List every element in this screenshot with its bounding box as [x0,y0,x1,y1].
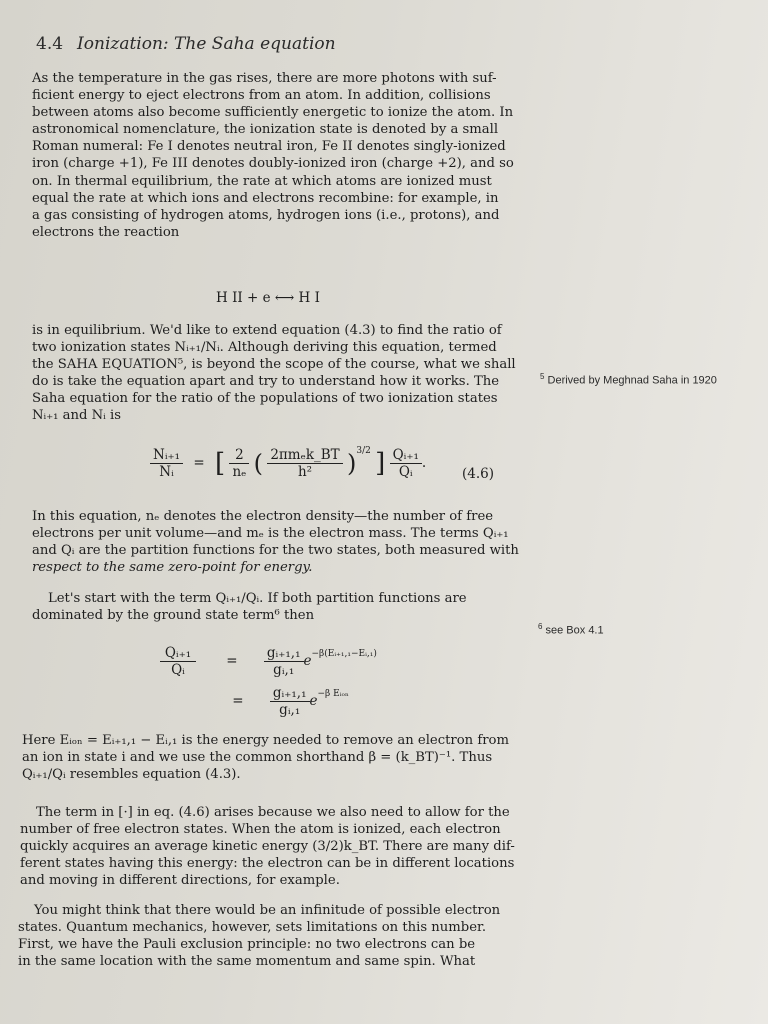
text-line: Qᵢ₊₁/Qᵢ resembles equation (4.3). [22,767,241,783]
partition-ratio-equation [160,645,377,723]
exponent: 3/2 [356,446,371,456]
equation-number: (4.6) [462,466,495,482]
paren: ( [253,449,264,478]
text-line: Nᵢ₊₁ and Nᵢ is [32,408,121,424]
text-line: Here Eᵢₒₙ = Eᵢ₊₁,₁ − Eᵢ,₁ is the energy needed to remove an electron from [22,733,509,748]
note-text: see Box 4.1 [545,624,604,637]
saha-equation [150,446,426,480]
text-line: First, we have the Pauli exclusion principle: no two electrons can be [18,937,476,953]
text-line: an ion in state i and we use the common shorthand β = (k_BT)⁻¹. Thus [22,750,493,766]
text-line: Saha equation for the ratio of the populations of two ionization states [32,391,498,407]
reaction-equation: H II + e ⟷ H I [216,290,320,306]
equals-sign: = [232,693,244,709]
text-line: do is take the equation apart and try to understand how it works. The [32,374,500,390]
note-text: Derived by Meghnad Saha in 1920 [547,374,717,387]
text-line: between atoms also become sufficiently energetic to ionize the atom. In [32,105,514,121]
paragraph-intro [32,70,514,241]
eq-lhs: $\frac{\text{Qᵢ₊₁}}{\text{Qᵢ}}$ [160,645,196,678]
exp-base: e [309,693,318,709]
text-line: number of free electron states. When the atom is ionized, each electron [20,822,501,838]
text-line: quickly acquires an average kinetic energy (3/2)k_BT. There are many dif- [20,839,515,855]
paragraph-ionization-energy [22,732,509,783]
text-line: the SAHA EQUATION⁵, is beyond the scope of the course, what we shall [32,357,516,373]
text-line: Roman numeral: Fe I denotes neutral iron, Fe II denotes singly-ionized [32,139,506,155]
text-line: ficient energy to eject electrons from an atom. In addition, collisions [32,88,491,104]
text-line: a gas consisting of hydrogen atoms, hydrogen ions (i.e., protons), and [32,207,500,223]
text-line: is in equilibrium. We'd like to extend equation (4.3) to find the ratio of [32,323,502,338]
text-line: in the same location with the same momentum and same spin. What [18,954,476,970]
exponent: −β(Eᵢ₊₁,₁−Eᵢ,₁) [311,649,377,659]
paragraph-quantum-limits [18,902,500,970]
bracket: ] [375,448,386,479]
period: . [421,455,427,471]
margin-note-6 [538,622,604,637]
exp-base: e [303,653,312,669]
eq-lhs: $\frac{\text{Nᵢ₊₁}}{\text{Nᵢ}}$ [150,447,183,480]
text-line: In this equation, nₑ denotes the electron density—the number of free [32,509,494,524]
section-title: Ionization: The Saha equation [77,34,336,54]
text-line: Let's start with the term Qᵢ₊₁/Qᵢ. If both partition functions are [48,591,467,606]
paragraph-free-electrons [20,804,515,889]
paragraph-definitions [32,508,519,576]
degeneracy-ratio: $\frac{\text{gᵢ₊₁,₁}}{\text{gᵢ,₁}}$ [270,685,310,718]
text-line: You might think that there would be an infinitude of possible electron [34,903,501,918]
text-line: and moving in different directions, for example. [20,873,340,889]
text-line: equal the rate at which ions and electrons recombine: for example, in [32,190,499,206]
thermal-term: $\frac{\text{2πmₑk\_BT}}{\text{h²}}$ [267,447,342,480]
bracket: [ [214,448,226,479]
paren: ) [346,449,357,478]
section-number: 4.4 [36,34,64,54]
partition-ratio: $\frac{\text{Qᵢ₊₁}}{\text{Qᵢ}}$ [390,447,422,480]
text-line: electrons per unit volume—and mₑ is the electron mass. The terms Qᵢ₊₁ [32,526,509,542]
text-line: astronomical nomenclature, the ionization state is denoted by a small [32,122,499,138]
eq-row-2 [160,685,377,723]
equals-sign: = [226,653,238,669]
text-line: The term in [·] in eq. (4.6) arises because we also need to allow for the [36,805,510,820]
equals-sign: = [193,455,205,471]
text-line: respect to the same zero-point for energy. [32,560,313,576]
note-marker: 6 [538,622,543,631]
note-marker: 5 [540,372,545,381]
text-line: As the temperature in the gas rises, there are more photons with suf- [32,71,497,86]
eq-row-1 [160,645,377,683]
text-line: electrons the reaction [32,224,180,240]
degeneracy-ratio: $\frac{\text{gᵢ₊₁,₁}}{\text{gᵢ,₁}}$ [264,645,304,678]
paragraph-saha-intro [32,322,516,425]
show-through-text [555,220,768,300]
text-line: states. Quantum mechanics, however, sets limitations on this number. [18,920,487,936]
paragraph-partition [32,590,506,624]
exponent: −β Eᵢₒₙ [317,689,349,699]
text-line: ferent states having this energy: the electron can be in different locations [20,856,515,872]
text-line: iron (charge +1), Fe III denotes doubly-ionized iron (charge +2), and so [32,156,514,172]
text-line: dominated by the ground state term⁶ then [32,608,315,624]
margin-note-5 [540,372,717,387]
electron-density-term: $\frac{2}{\text{nₑ}}$ [229,447,249,480]
text-line: two ionization states Nᵢ₊₁/Nᵢ. Although deriving this equation, termed [32,340,497,356]
section-heading [36,34,336,54]
text-line: and Qᵢ are the partition functions for the two states, both measured with [32,543,519,559]
text-line: on. In thermal equilibrium, the rate at which atoms are ionized must [32,173,492,189]
